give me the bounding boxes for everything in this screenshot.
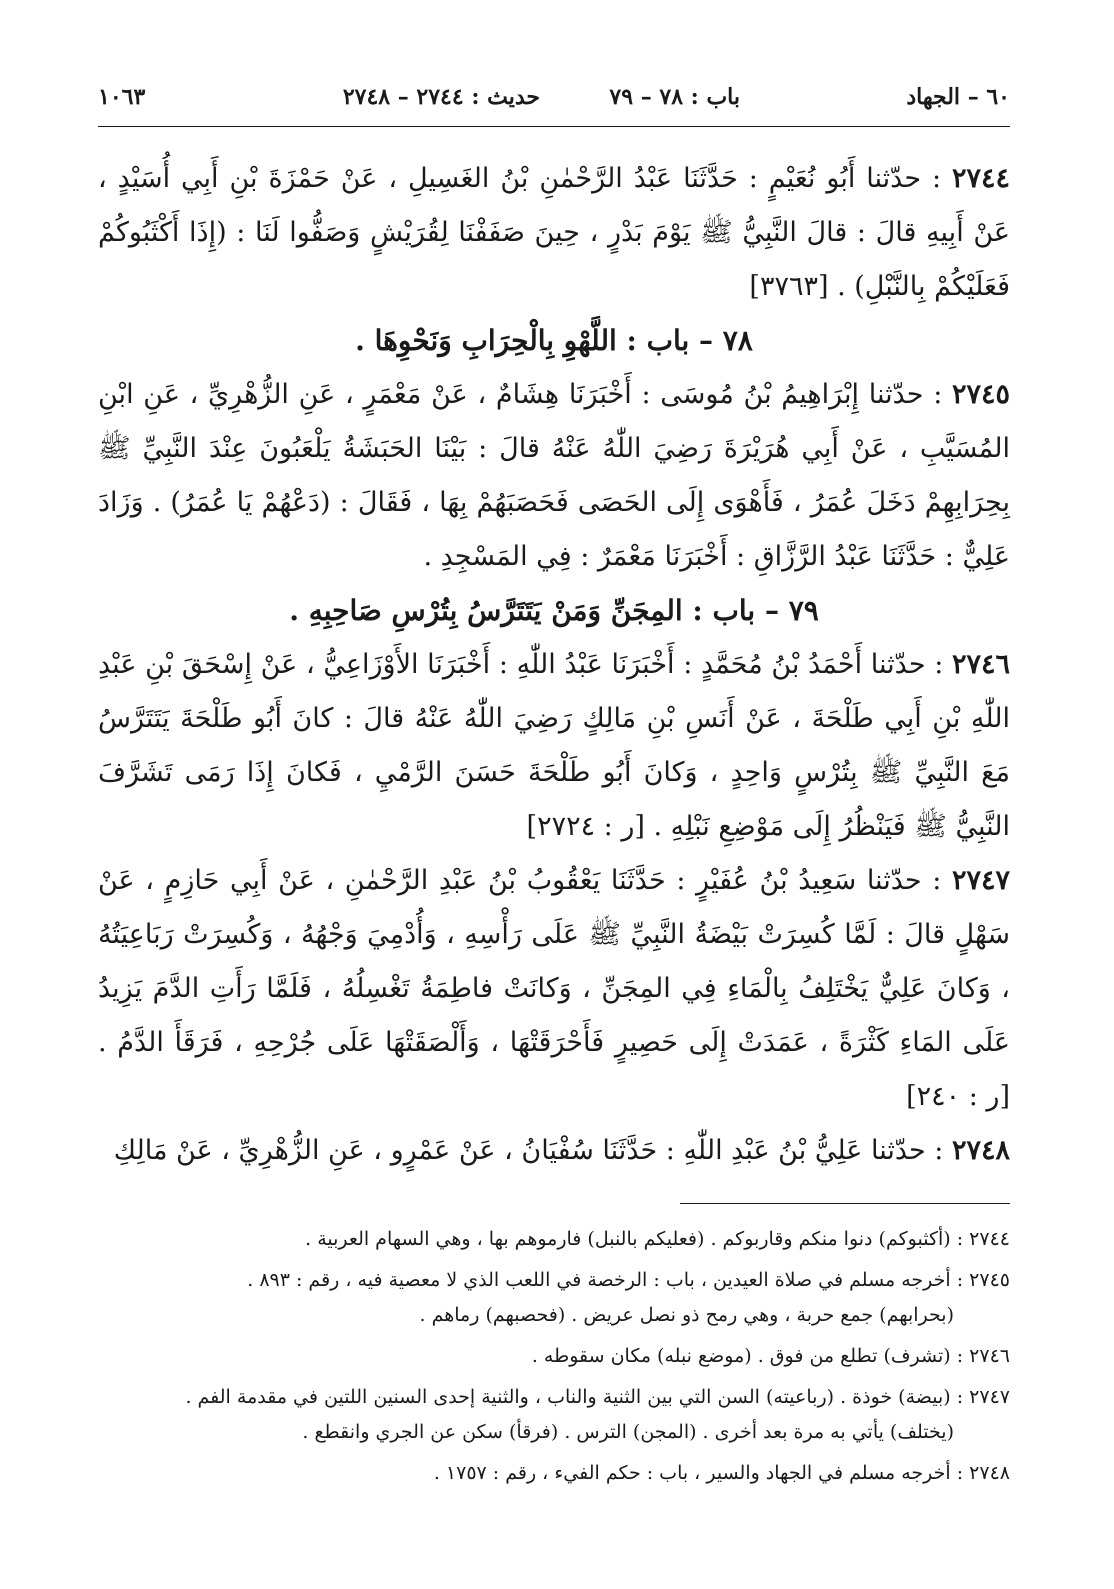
hadith-number: ٢٧٤٨ (951, 1135, 1010, 1166)
page-number: ١٠٦٣ (98, 84, 146, 110)
footnote-2748 (98, 1456, 1010, 1491)
footnote-2744 (98, 1222, 1010, 1257)
header-bab-range: باب : ٧٨ – ٧٩ (609, 84, 740, 110)
hadith-2745 (98, 368, 1010, 584)
hadith-2748 (98, 1124, 1010, 1178)
footnote-line: ٢٧٤٤ : (أكثبوكم) دنوا منكم وقاربوكم . (فعليكم بالنبل) فارموهم بها ، وهي السهام العربية . (305, 1228, 1010, 1250)
chapter-heading-79: ٧٩ – باب : المِجَنِّ وَمَنْ يَتَتَرَّسُ بِتُرْسِ صَاحِبِهِ . (289, 594, 819, 627)
footnote-line: ٢٧٤٦ : (تشرف) تطلع من فوق . (موضع نبله) مكان سقوطه . (531, 1345, 1010, 1367)
hadith-2744 (98, 152, 1010, 314)
footnote-line: ٢٧٤٧ : (بيضة) خوذة . (رباعيته) السن التي بين الثنية والناب ، والثنية إحدى السنين اللتين في مقدمة الفم . (185, 1386, 1010, 1408)
header-chapter-title: ٦٠ – الجهاد (906, 84, 1010, 110)
hadith-2746 (98, 638, 1010, 854)
footnote-2747 (98, 1380, 1010, 1450)
footnote-2746 (98, 1339, 1010, 1374)
hadith-2747 (98, 854, 1010, 1124)
hadith-text: : حدّثنا عَلِيُّ بْنُ عَبْدِ اللّٰهِ : حَدَّثَنَا سُفْيَانُ ، عَنْ عَمْرٍو ، عَنِ الزُّهْرِيِّ ، عَنْ مَالِكِ (113, 1135, 952, 1166)
running-header (98, 84, 1010, 114)
hadith-text: : حدّثنا أَحْمَدُ بْنُ مُحَمَّدٍ : أَخْبَرَنَا عَبْدُ اللّٰهِ : أَخْبَرَنَا الأَوْزَاعِيُّ ، عَنْ إِسْحَقَ بْنِ عَبْدِ اللّٰهِ بْنِ أَبِي طَلْحَةَ ، عَنْ أَنَسِ بْنِ مَالِكٍ رَضِيَ اللّٰهُ عَنْهُ قالَ : كانَ أَبُو طَلْحَةَ يَتَتَرَّسُ مَعَ النَّبِيِّ ﷺ بِتُرْسٍ وَاحِدٍ ، وَكانَ أَبُو طَلْحَةَ حَسَنَ الرَّمْيِ ، فَكانَ إِذَا رَمَى تَشَرَّفَ النَّبِيُّ ﷺ فَيَنْظُرُ إِلَى مَوْضِعِ نَبْلِهِ . [ر : ٢٧٢٤] (98, 649, 1010, 842)
hadith-text: : حدّثنا أَبُو نُعَيْمٍ : حَدَّثَنَا عَبْدُ الرَّحْمٰنِ بْنُ الغَسِيلِ ، عَنْ حَمْزَةَ بْنِ أَبِي أُسَيْدٍ ، عَنْ أَبِيهِ قالَ : قالَ النَّبِيُّ ﷺ يَوْمَ بَدْرٍ ، حِينَ صَفَفْنَا لِقُرَيْشٍ وَصَفُّوا لَنَا : (إِذَا أَكْثَبُوكُمْ فَعَلَيْكُمْ بِالنَّبْلِ) . [٣٧٦٣] (98, 163, 1010, 302)
footnotes (98, 1222, 1010, 1497)
footnote-2745 (98, 1263, 1010, 1333)
hadith-number: ٢٧٤٦ (951, 649, 1010, 680)
hadith-number: ٢٧٤٥ (951, 379, 1010, 410)
main-text (98, 152, 1010, 1178)
hadith-number: ٢٧٤٧ (951, 865, 1010, 896)
footnote-line: ٢٧٤٨ : أخرجه مسلم في الجهاد والسير ، باب : حكم الفيء ، رقم : ١٧٥٧ . (433, 1462, 1010, 1484)
footnote-divider (680, 1203, 1010, 1204)
hadith-text: : حدّثنا سَعِيدُ بْنُ عُفَيْرٍ : حَدَّثَنَا يَعْقُوبُ بْنُ عَبْدِ الرَّحْمٰنِ ، عَنْ أَبِي حَازِمٍ ، عَنْ سَهْلٍ قالَ : لَمَّا كُسِرَتْ بَيْضَةُ النَّبِيِّ ﷺ عَلَى رَأْسِهِ ، وَأُدْمِيَ وَجْهُهُ ، وَكُسِرَتْ رَبَاعِيَتُهُ ، وَكانَ عَلِيٌّ يَخْتَلِفُ بِالْمَاءِ فِي المِجَنِّ ، وَكانَتْ فاطِمَةُ تَغْسِلُهُ ، فَلَمَّا رَأَتِ الدَّمَ يَزِيدُ عَلَى المَاءِ كَثْرَةً ، عَمَدَتْ إِلَى حَصِيرٍ فَأَحْرَقَتْهَا ، وَأَلْصَقَتْهَا عَلَى جُرْحِهِ ، فَرَقَأَ الدَّمُ . [ر : ٢٤٠] (98, 865, 1010, 1112)
hadith-text: : حدّثنا إِبْرَاهِيمُ بْنُ مُوسَى : أَخْبَرَنَا هِشَامٌ ، عَنْ مَعْمَرٍ ، عَنِ الزُّهْرِيِّ ، عَنِ ابْنِ المُسَيَّبِ ، عَنْ أَبِي هُرَيْرَةَ رَضِيَ اللّٰهُ عَنْهُ قالَ : بَيْنَا الحَبَشَةُ يَلْعَبُونَ عِنْدَ النَّبِيِّ ﷺ بِحِرَابِهِمْ دَخَلَ عُمَرُ ، فَأَهْوَى إِلَى الحَصَى فَحَصَبَهُمْ بِهَا ، فَقَالَ : (دَعْهُمْ يَا عُمَرُ) . وَزَادَ عَلِيٌّ : حَدَّثَنَا عَبْدُ الرَّزَّاقِ : أَخْبَرَنَا مَعْمَرٌ : فِي المَسْجِدِ . (98, 379, 1010, 572)
footnote-line: ٢٧٤٥ : أخرجه مسلم في صلاة العيدين ، باب : الرخصة في اللعب الذي لا معصية فيه ، رقم : ٨٩٣ . (247, 1269, 1010, 1291)
header-hadith-range: حديث : ٢٧٤٤ – ٢٧٤٨ (342, 84, 540, 110)
chapter-heading-78: ٧٨ – باب : اللَّهْوِ بِالْحِرَابِ وَنَحْوِهَا . (355, 324, 753, 357)
hadith-number: ٢٧٤٤ (951, 163, 1010, 194)
footnote-line: (يختلف) يأتي به مرة بعد أخرى . (المجن) الترس . (فرقأ) سكن عن الجري وانقطع . (302, 1421, 954, 1443)
header-divider (98, 126, 1010, 127)
footnote-line: (بحرابهم) جمع حربة ، وهي رمح ذو نصل عريض . (فحصبهم) رماهم . (419, 1304, 954, 1326)
